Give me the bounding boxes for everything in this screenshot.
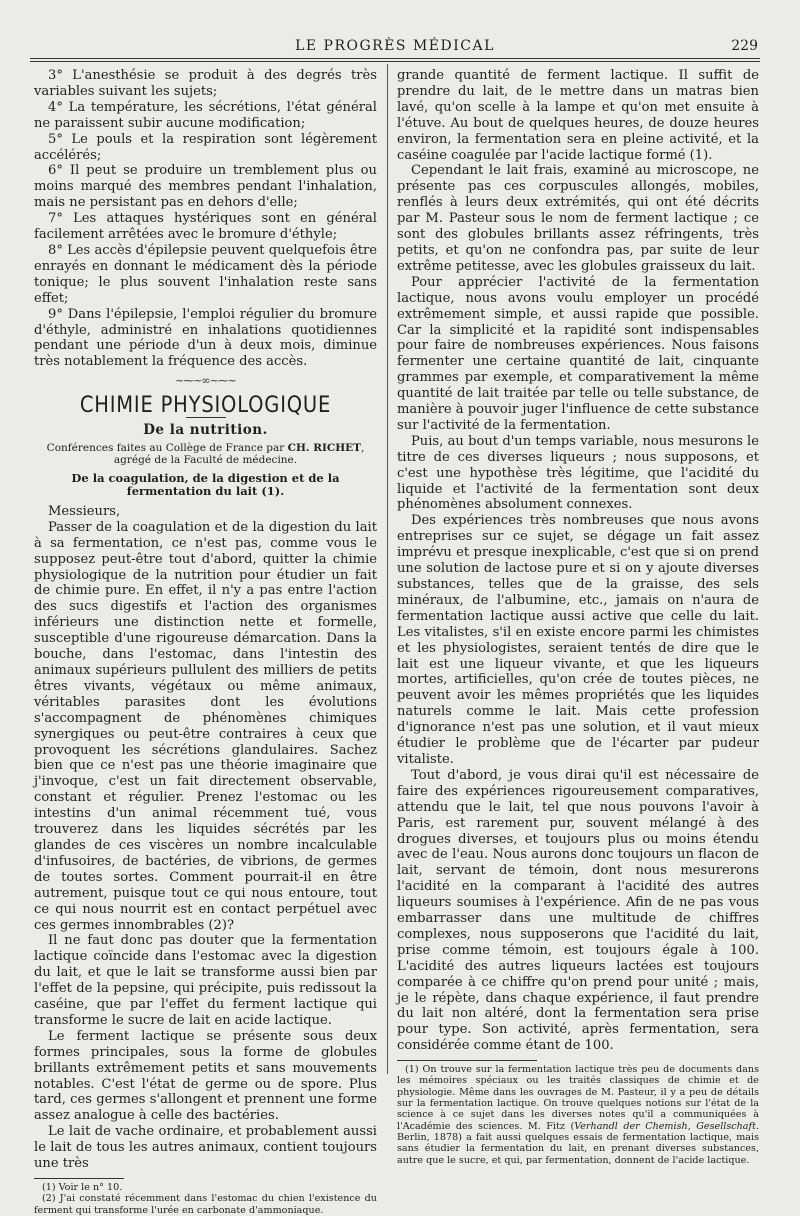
- byline-author: CH. RICHET: [287, 441, 361, 454]
- footnote-citation: Verhandl der Chemish, Gesellschaft: [574, 1120, 756, 1132]
- paragraph: Passer de la coagulation et de la digestion du lait à sa fermentation, ce n'est pas, comme vous le supposez peut-être tout d'abord, quitter la chimie physiologique de la nutrition pour étudier un fait de chimie pure. En effet, il n'y a pas entre l'action des sucs digestifs et l'action des organismes inférieurs une distinction nette et formelle, susceptible d'une rigoureuse démarcation. Dans la bouche, dans l'estomac, dans l'intestin des animaux supérieurs pullulent des milliers de petits êtres vivants, végétaux ou même animaux, véritables parasites dont les évolutions s'accompagnent de phénomènes chimiques synergiques ou peut-être contraires à ceux que provoquent les sécrétions glandulaires. Sachez bien que ce n'est pas une théorie imaginaire que j'invoque, c'est un fait directement observable, constant et régulier. Prenez l'estomac ou les intestins d'un animal récemment tué, vous trouverez dans les liquides sécrétés par les glandes de ces viscères un nombre incalculable d'infusoires, de bactéries, de vibrions, de germes de toutes sortes. Comment pourrait-il en être autrement, puisque tout ce qui nous entoure, tout ce qui nous nourrit est en contact perpétuel avec ces germes innombrables (2)?: [34, 519, 377, 933]
- paragraph: Tout d'abord, je vous dirai qu'il est nécessaire de faire des expériences rigoureusement comparatives, attendu que le lait, tel que nous pouvons l'avoir à Paris, est rarement pur, souvent mélangé à des drogues diverses, et toujours plus ou moins étendu avec de l'eau. Nous aurons donc toujours un flacon de lait, servant de témoin, dont nous mesurerons l'acidité en la comparant à l'acidité des autres liqueurs soumises à l'expérience. Afin de ne pas vous embarrasser dans une multitude de chiffres complexes, nous supposerons que l'acidité du lait, prise comme témoin, est toujours égale à 100. L'acidité des autres liqueurs lactées est toujours comparée à ce chiffre qu'on prend pour unité ; mais, je le répète, dans chaque expérience, il faut prendre du lait non altéré, dont la fermentation sera prise pour type. Son activité, après fermentation, sera considérée comme étant de 100.: [397, 767, 759, 1054]
- running-title: LE PROGRÈS MÉDICAL: [295, 38, 495, 54]
- salutation: Messieurs,: [48, 503, 121, 519]
- footnotes-left: [34, 1182, 377, 1216]
- paragraph: Des expériences très nombreuses que nous avons entreprises sur ce sujet, se dégage un fait assez imprévu et presque inexplicable, c'est que si on prend une solution de lactose pure et si on y ajoute diverses substances, telles que de la graisse, des sels minéraux, de l'albumine, etc., jamais on n'aura de fermentation lactique aussi active que celle du lait. Les vitalistes, s'il en existe encore parmi les chimistes et les physiologistes, seraient tentés de dire que le lait est une liqueur vivante, et que les liqueurs mortes, artificielles, qu'on crée de toutes pièces, ne peuvent avoir les mêmes propriétés que les liquides naturels comme le lait. Mais cette profession d'ignorance n'est pas une solution, et il vaut mieux étudier le problème que de l'écarter par pudeur vitaliste.: [397, 513, 759, 767]
- footnote: (1) Voir le n° 10.: [42, 1182, 123, 1193]
- paragraph: Cependant le lait frais, examiné au microscope, ne présente pas ces corpuscules allongés, mobiles, renflés à leurs deux extrémités, qui ont été décrits par M. Pasteur sous le nom de ferment lactique ; ce sont des globules brillants assez réfringents, très petits, et qu'on ne confondra pas, par suite de leur extrême petitesse, avec les globules graisseux du lait.: [397, 163, 759, 274]
- footnotes-right: [397, 1064, 759, 1166]
- paragraph: Il ne faut donc pas douter que la fermentation lactique coïncide dans l'estomac avec la digestion du lait, et que le lait se transforme aussi bien par l'effet de la pepsine, qui précipite, puis redissout la caséine, que par l'effet du ferment lactique qui transforme le sucre de lait en acide lactique.: [34, 933, 377, 1028]
- left-column: [34, 68, 377, 1216]
- ornament-divider: ~⁓~∞~⁓~: [174, 374, 237, 388]
- list-item: 6° Il peut se produire un tremblement plus ou moins marqué des membres pendant l'inhalation, mais ne persistant pas en dehors d'elle;: [34, 163, 377, 211]
- list-item: 3° L'anesthésie se produit à des degrés très variables suivant les sujets;: [34, 68, 377, 99]
- footnote-text: (1) On trouve sur la fermentation lactique très peu de documents dans les mémoires spéciaux ou les traités classiques de chimie et de physiologie. Même dans les ouvrages de M. Pasteur, il y a peu de détails sur la fermentation lactique. On trouve quelques notions sur l'état de la science à ce sujet dans les diverses notes qu'il a communiquées à l'Académie des sciences. M. Fitz (: [397, 1064, 759, 1132]
- lecture-title: De la coagulation, de la digestion et de la fermentation du lait (1).: [71, 470, 340, 498]
- paragraph: Puis, au bout d'un temps variable, nous mesurons le titre de ces diverses liqueurs ; nous supposons, et c'est une hypothèse très légitime, que l'acidité du liquide et l'activité de la fermentation sont deux phénomènes absolument connexes.: [397, 433, 759, 513]
- footnote-text: . Berlin, 1878) a fait aussi quelques essais de fermentation lactique, mais sans étudier la fermentation du lait, en prenant diverses substances, autre que le sucre, et qui, par fermentation, donnent de l'acide lactique.: [397, 1120, 759, 1166]
- byline: [34, 442, 377, 466]
- footnote: (2) J'ai constaté récemment dans l'estomac du chien l'existence du ferment qui transforme l'urée en carbonate d'ammoniaque.: [34, 1193, 377, 1216]
- list-item: 5° Le pouls et la respiration sont légèrement accélérés;: [34, 131, 377, 163]
- footnote: [397, 1064, 759, 1166]
- right-column: [397, 68, 759, 1166]
- list-item: 4° La température, les sécrétions, l'état général ne paraissent subir aucune modification;: [34, 99, 377, 131]
- list-item: 9° Dans l'épilepsie, l'emploi régulier du bromure d'éthyle, administré en inhalations quotidiennes pendant une période d'un à deux mois, diminue très notablement la fréquence des accès.: [34, 306, 377, 370]
- byline-prefix: Conférences faites au Collège de France par: [46, 441, 285, 454]
- list-item: 8° Les accès d'épilepsie peuvent quelquefois être enrayés en donnant le médicament dès la période tonique; le plus souvent l'inhalation reste sans effet;: [34, 242, 377, 306]
- footnote-rule: [397, 1060, 537, 1061]
- list-item: 7° Les attaques hystériques sont en général facilement arrêtées avec le bromure d'éthyle;: [34, 211, 377, 243]
- page-number: 229: [731, 38, 758, 54]
- byline-suffix: , agrégé de la Faculté de médecine.: [113, 441, 365, 466]
- paragraph: Pour apprécier l'activité de la fermentation lactique, nous avons voulu employer un procédé extrêmement simple, et aussi rapide que possible. Car la simplicité et la rapidité sont indispensables pour faire de nombreuses expériences. Nous faisons fermenter une certaine quantité de lait, cinquante grammes par exemple, et comparativement la même quantité de lait traitée par telle ou telle substance, de manière à pouvoir juger l'influence de cette substance sur l'activité de la fermentation.: [397, 274, 760, 433]
- article-title: De la nutrition.: [143, 422, 268, 439]
- paragraph: Le lait de vache ordinaire, et probablement aussi le lait de tous les autres animaux, contient toujours une très: [34, 1124, 377, 1172]
- page-header: [30, 38, 760, 58]
- header-rule-thin: [30, 61, 760, 62]
- paragraph: Le ferment lactique se présente sous deux formes principales, sous la forme de globules brillants extrêmement petits et sans mouvements notables. C'est l'état de germe ou de spore. Plus tard, ces germes s'allongent et prennent une forme assez analogue à celle des bactéries.: [34, 1028, 377, 1124]
- section-title: CHIMIE PHYSIOLOGIQUE: [79, 391, 332, 418]
- header-rule: [30, 58, 760, 59]
- column-divider: [387, 64, 388, 1074]
- footnote-rule: [34, 1178, 124, 1179]
- paragraph: grande quantité de ferment lactique. Il suffit de prendre du lait, de le mettre dans un matras bien lavé, qu'on scelle à la lampe et qu'on met ensuite à l'étuve. Au bout de quelques heures, de douze heures environ, la fermentation sera en pleine activité, et la caséine coagulée par l'acide lactique formé (1).: [397, 68, 759, 163]
